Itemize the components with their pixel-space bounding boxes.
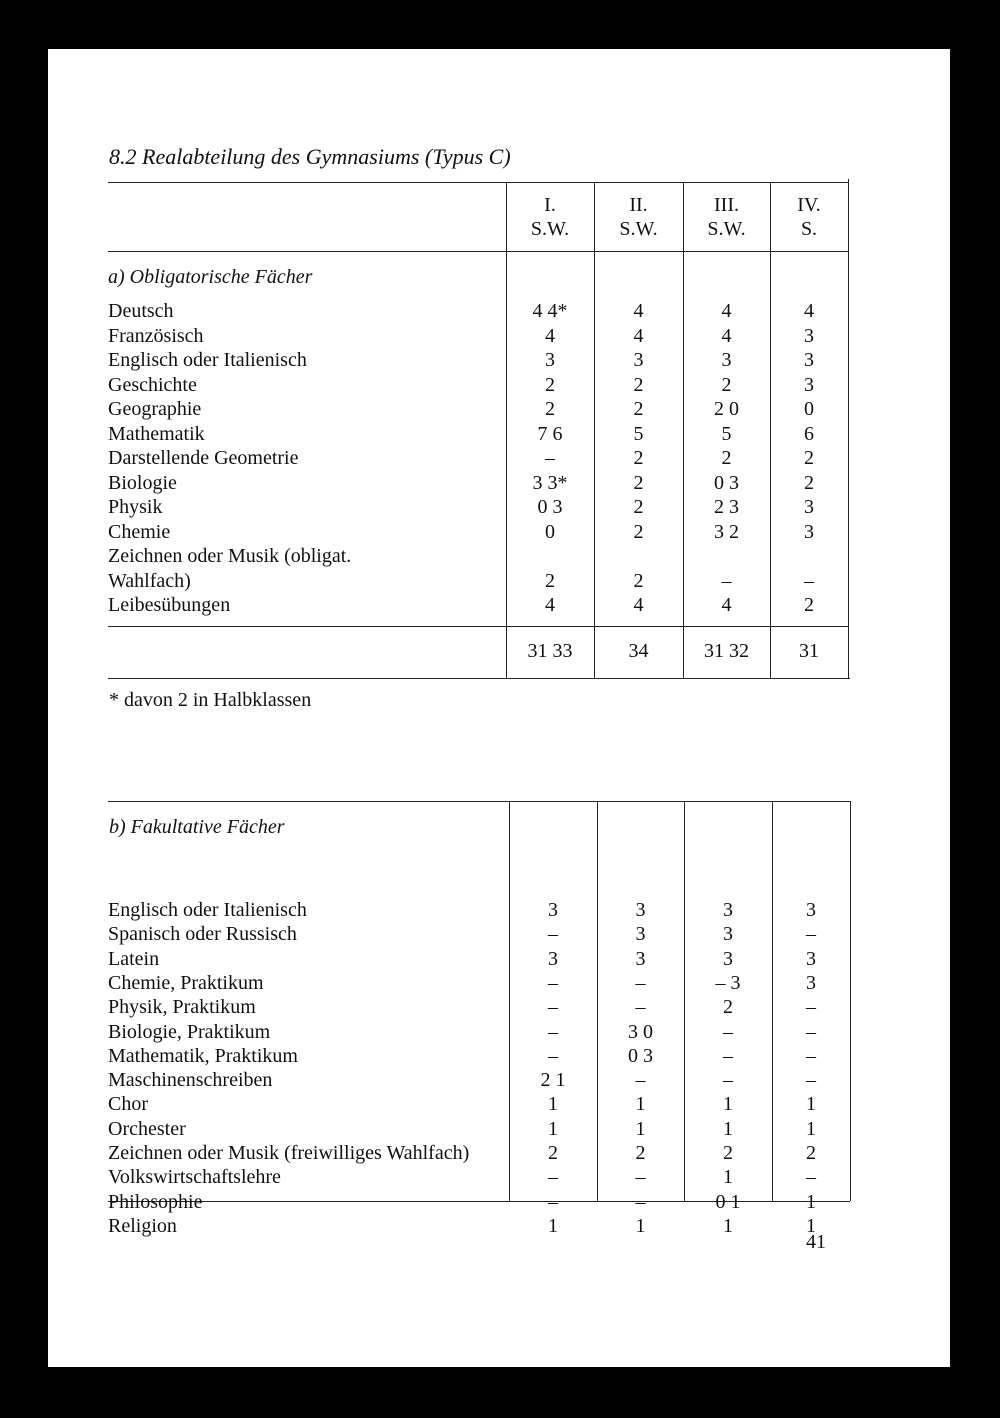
hours-cell: 3 (635, 947, 646, 970)
hours-cell: 0 (545, 520, 555, 543)
hours-cell: – (635, 971, 646, 994)
hours-cell: 4 (633, 594, 644, 616)
subject-label: Spanisch oder Russisch (108, 923, 297, 946)
hours-cell: – (806, 923, 816, 946)
hours-cell: 3 (545, 349, 555, 371)
hours-cell: 3 (804, 324, 814, 347)
subject-label: Biologie (108, 471, 177, 494)
hours-cell: – (635, 1069, 646, 1092)
hours-cell: – (806, 1069, 816, 1092)
hours-cell: 2 (633, 471, 644, 494)
hours-cell: 1 (806, 1214, 816, 1237)
hours-cell: 0 3 (537, 496, 563, 518)
section-title: 8.2 Realabteilung des Gymnasiums (Typus C) (109, 144, 511, 169)
subject-label: Mathematik, Praktikum (108, 1044, 298, 1067)
hours-cell: 3 (723, 899, 733, 921)
subject-label: Mathematik (108, 422, 205, 445)
hours-cell: – (635, 1166, 646, 1189)
subject-label: Latein (108, 947, 160, 970)
hours-cell: – (721, 569, 732, 592)
subject-label: Englisch oder Italienisch (108, 899, 307, 921)
hours-cell: – (545, 447, 555, 469)
subject-label: Orchester (108, 1117, 186, 1140)
document-page (48, 49, 950, 1367)
hours-cell: – (723, 1020, 733, 1043)
hours-cell: – (804, 569, 814, 592)
hours-cell: – (548, 1044, 558, 1067)
hours-cell: 3 (806, 899, 816, 921)
hours-cell: 3 (723, 923, 733, 946)
hours-cell: 3 0 (628, 1020, 653, 1043)
hours-cell: 2 (806, 1142, 816, 1164)
hours-cell: – (806, 1020, 816, 1043)
hours-cell: 2 (633, 373, 644, 396)
hours-cell: 2 (804, 594, 814, 616)
hours-cell: 0 3 (628, 1044, 653, 1067)
hours-cell: 3 (633, 349, 644, 371)
hours-cell: – (548, 1020, 558, 1043)
hours-cell: 4 (545, 594, 555, 616)
hours-cell: – (806, 996, 816, 1019)
hours-cell: 1 (548, 1214, 558, 1237)
section-a-heading: a) Obligatorische Fächer (108, 266, 313, 288)
hours-cell: 4 (721, 324, 732, 347)
hours-cell: 1 (806, 1117, 816, 1140)
hours-cell: 7 6 (537, 422, 563, 445)
hours-cell: 3 (804, 496, 814, 518)
hours-cell: 1 (635, 1214, 646, 1237)
hours-cell: 2 (633, 496, 644, 518)
hours-cell: 3 (806, 971, 816, 994)
hours-cell: 1 (723, 1166, 733, 1189)
total-cell: 34 (628, 640, 649, 662)
hours-cell: 2 (721, 373, 732, 396)
subject-label: Französisch (108, 324, 204, 347)
hours-cell: 3 (721, 349, 732, 371)
hours-cell: 4 (721, 594, 732, 616)
hours-cell: 2 (545, 373, 555, 396)
hours-cell: – (548, 923, 558, 946)
hours-cell: 2 (804, 447, 814, 469)
hours-cell: 2 (545, 569, 555, 592)
hours-cell: 2 (545, 398, 555, 420)
hours-cell: 2 (723, 1142, 733, 1164)
hours-cell: 2 (633, 569, 644, 592)
hours-cell: 4 4* (532, 300, 568, 322)
hours-cell: 4 (545, 324, 555, 347)
hours-cell: 1 (635, 1117, 646, 1140)
hours-cell: 2 (804, 471, 814, 494)
subject-label: Physik, Praktikum (108, 996, 256, 1019)
hours-cell: – 3 (715, 971, 741, 994)
column-header-4: IV. S. (797, 194, 821, 240)
hours-cell: 2 (548, 1142, 558, 1164)
subject-label: Chor (108, 1093, 148, 1116)
hours-cell: – (806, 1166, 816, 1189)
total-cell: 31 (799, 640, 819, 662)
hours-cell: 3 (804, 349, 814, 371)
hours-cell: 4 (721, 300, 732, 322)
page-number: 41 (806, 1231, 826, 1253)
hours-cell: – (548, 1190, 558, 1213)
hours-cell: 5 (633, 422, 644, 445)
column-header-3: III. S.W. (707, 194, 746, 240)
hours-cell: 1 (723, 1214, 733, 1237)
subject-label: Deutsch (108, 300, 174, 322)
hours-cell: – (723, 1044, 733, 1067)
column-header-1: I. S.W. (530, 194, 570, 240)
hours-cell: 1 (806, 1190, 816, 1213)
hours-cell: 1 (635, 1093, 646, 1116)
subject-label: Leibesübungen (108, 594, 231, 616)
hours-cell: 1 (723, 1117, 733, 1140)
subject-label: Geschichte (108, 373, 197, 396)
hours-cell: 3 2 (714, 520, 739, 543)
hours-cell: 2 (721, 447, 732, 469)
hours-cell: – (635, 1190, 646, 1213)
hours-cell: 3 (804, 373, 814, 396)
hours-cell: 5 (721, 422, 732, 445)
subject-label: Zeichnen oder Musik (freiwilliges Wahlfach) (108, 1142, 470, 1164)
footnote: * davon 2 in Halbklassen (109, 689, 312, 711)
subject-label: Chemie (108, 520, 171, 543)
subject-label: Geographie (108, 398, 202, 420)
hours-cell: 4 (633, 324, 644, 347)
subject-label: Physik (108, 496, 163, 518)
hours-cell: 1 (548, 1117, 558, 1140)
hours-cell: 3 (804, 520, 814, 543)
hours-cell: 3 (635, 899, 646, 921)
hours-cell: – (548, 971, 558, 994)
hours-cell: 3 (723, 947, 733, 970)
hours-cell: 2 (633, 398, 644, 420)
column-header-2: II. S.W. (619, 194, 658, 240)
subject-label: Biologie, Praktikum (108, 1020, 271, 1043)
subject-label: Religion (108, 1214, 177, 1237)
subject-label: Volkswirtschaftslehre (108, 1166, 281, 1189)
hours-cell: 0 1 (715, 1190, 741, 1213)
hours-cell: 2 (723, 996, 733, 1019)
total-cell: 31 32 (704, 640, 749, 662)
hours-cell: 0 (804, 398, 814, 420)
hours-cell: 2 0 (714, 398, 739, 420)
hours-cell: 1 (723, 1093, 733, 1116)
hours-cell: 1 (806, 1093, 816, 1116)
hours-cell: 2 3 (714, 496, 739, 518)
hours-cell: 2 (635, 1142, 646, 1164)
optional-subjects-table (108, 801, 853, 1237)
hours-cell: 3 3* (532, 471, 568, 494)
hours-cell: 3 (635, 923, 646, 946)
hours-cell: 2 1 (540, 1069, 566, 1092)
subject-label: Philosophie (108, 1190, 203, 1213)
hours-cell: – (635, 996, 646, 1019)
section-b-heading: b) Fakultative Fächer (109, 816, 285, 838)
obligatory-subjects-table (108, 179, 850, 731)
hours-cell: – (548, 996, 558, 1019)
hours-cell: 2 (633, 447, 644, 469)
total-cell: 31 33 (527, 640, 573, 662)
hours-cell: 2 (633, 520, 644, 543)
hours-cell: 0 3 (714, 471, 739, 494)
hours-cell: – (806, 1044, 816, 1067)
hours-cell: – (723, 1069, 733, 1092)
subject-label: Darstellende Geometrie (108, 447, 299, 469)
hours-cell: 3 (806, 947, 816, 970)
subject-label: Maschinenschreiben (108, 1069, 273, 1092)
hours-cell: 3 (548, 947, 558, 970)
hours-cell: 4 (633, 300, 644, 322)
subject-label: Chemie, Praktikum (108, 971, 264, 994)
subject-label: Wahlfach) (108, 569, 191, 592)
hours-cell: 1 (548, 1093, 558, 1116)
hours-cell: 3 (548, 899, 558, 921)
subject-label: Zeichnen oder Musik (obligat. (108, 545, 352, 567)
hours-cell: 4 (804, 300, 814, 322)
hours-cell: 6 (804, 422, 814, 445)
subject-label: Englisch oder Italienisch (108, 349, 307, 371)
hours-cell: – (548, 1166, 558, 1189)
